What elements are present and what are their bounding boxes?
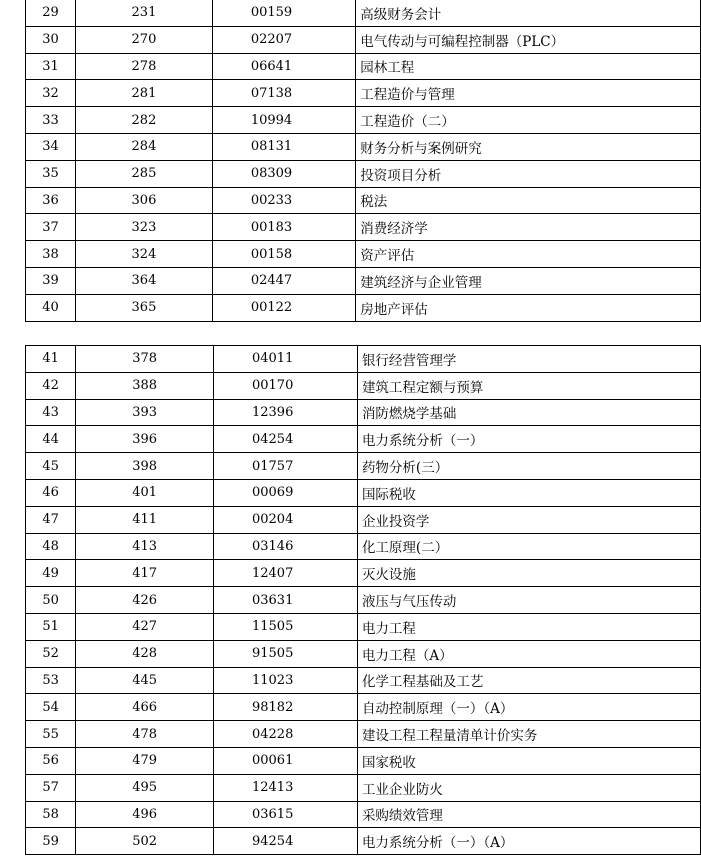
row-number-cell: 46 xyxy=(26,479,76,506)
course-code-cell: 03615 xyxy=(213,801,357,828)
table-row xyxy=(26,560,701,587)
table-row xyxy=(26,372,701,399)
course-name-cell: 化工原理(二） xyxy=(357,533,700,560)
course-name-cell: 化学工程基础及工艺 xyxy=(357,667,700,694)
table-row xyxy=(26,241,701,268)
course-code-cell: 06641 xyxy=(212,53,355,80)
course-name-cell: 消费经济学 xyxy=(356,214,701,241)
row-number-cell: 48 xyxy=(26,533,76,560)
course-code-cell: 94254 xyxy=(213,828,357,855)
course-name-cell: 自动控制原理（一）（A） xyxy=(357,694,700,721)
course-code-cell: 00183 xyxy=(212,214,355,241)
major-code-cell: 365 xyxy=(76,294,213,321)
course-code-cell: 12407 xyxy=(213,560,357,587)
course-name-cell: 房地产评估 xyxy=(356,294,701,321)
major-code-cell: 413 xyxy=(76,533,214,560)
course-code-cell: 12396 xyxy=(213,399,357,426)
course-name-cell: 电力系统分析（一）（A） xyxy=(357,828,700,855)
course-name-cell: 灭火设施 xyxy=(357,560,700,587)
major-code-cell: 396 xyxy=(76,426,214,453)
table-row xyxy=(26,774,701,801)
course-code-cell: 00204 xyxy=(213,506,357,533)
table-row xyxy=(26,346,701,373)
table-row xyxy=(26,160,701,187)
course-name-cell: 建筑经济与企业管理 xyxy=(356,267,701,294)
row-number-cell: 42 xyxy=(26,372,76,399)
row-number-cell: 32 xyxy=(26,80,76,107)
table-row xyxy=(26,453,701,480)
row-number-cell: 36 xyxy=(26,187,76,214)
course-name-cell: 建设工程工程量清单计价实务 xyxy=(357,721,700,748)
course-name-cell: 工业企业防火 xyxy=(357,774,700,801)
course-name-cell: 工程造价与管理 xyxy=(356,80,701,107)
major-code-cell: 398 xyxy=(76,453,214,480)
row-number-cell: 37 xyxy=(26,214,76,241)
course-code-cell: 12413 xyxy=(213,774,357,801)
course-code-cell: 04011 xyxy=(213,346,357,373)
row-number-cell: 58 xyxy=(26,801,76,828)
table-row xyxy=(26,667,701,694)
row-number-cell: 50 xyxy=(26,587,76,614)
course-name-cell: 采购绩效管理 xyxy=(357,801,700,828)
table-row xyxy=(26,828,701,855)
course-code-cell: 02447 xyxy=(212,267,355,294)
course-name-cell: 高级财务会计 xyxy=(356,0,701,26)
table-row xyxy=(26,214,701,241)
course-name-cell: 消防燃烧学基础 xyxy=(357,399,700,426)
major-code-cell: 479 xyxy=(76,747,214,774)
row-number-cell: 33 xyxy=(26,107,76,134)
major-code-cell: 364 xyxy=(76,267,213,294)
major-code-cell: 281 xyxy=(76,80,213,107)
row-number-cell: 51 xyxy=(26,613,76,640)
major-code-cell: 478 xyxy=(76,721,214,748)
row-number-cell: 44 xyxy=(26,426,76,453)
table-row xyxy=(26,587,701,614)
course-code-cell: 00158 xyxy=(212,241,355,268)
course-code-cell: 00170 xyxy=(213,372,357,399)
row-number-cell: 55 xyxy=(26,721,76,748)
course-name-cell: 液压与气压传动 xyxy=(357,587,700,614)
course-code-cell: 00122 xyxy=(212,294,355,321)
major-code-cell: 502 xyxy=(76,828,214,855)
table-row xyxy=(26,0,701,26)
row-number-cell: 45 xyxy=(26,453,76,480)
course-code-cell: 11023 xyxy=(213,667,357,694)
row-number-cell: 54 xyxy=(26,694,76,721)
course-name-cell: 税法 xyxy=(356,187,701,214)
table-row xyxy=(26,26,701,53)
table-row xyxy=(26,479,701,506)
major-code-cell: 306 xyxy=(76,187,213,214)
course-table-top xyxy=(25,0,701,322)
course-name-cell: 投资项目分析 xyxy=(356,160,701,187)
major-code-cell: 323 xyxy=(76,214,213,241)
course-code-cell: 02207 xyxy=(212,26,355,53)
course-code-cell: 00069 xyxy=(213,479,357,506)
major-code-cell: 278 xyxy=(76,53,213,80)
major-code-cell: 282 xyxy=(76,107,213,134)
course-name-cell: 电力系统分析（一） xyxy=(357,426,700,453)
course-name-cell: 国际税收 xyxy=(357,479,700,506)
row-number-cell: 53 xyxy=(26,667,76,694)
course-code-cell: 03631 xyxy=(213,587,357,614)
row-number-cell: 38 xyxy=(26,241,76,268)
major-code-cell: 445 xyxy=(76,667,214,694)
course-name-cell: 财务分析与案例研究 xyxy=(356,133,701,160)
course-code-cell: 00233 xyxy=(212,187,355,214)
course-table-bottom xyxy=(25,345,701,855)
major-code-cell: 496 xyxy=(76,801,214,828)
table-row xyxy=(26,747,701,774)
major-code-cell: 324 xyxy=(76,241,213,268)
major-code-cell: 401 xyxy=(76,479,214,506)
course-name-cell: 电力工程（A） xyxy=(357,640,700,667)
major-code-cell: 427 xyxy=(76,613,214,640)
row-number-cell: 49 xyxy=(26,560,76,587)
table-row xyxy=(26,613,701,640)
table-row xyxy=(26,294,701,321)
course-name-cell: 药物分析(三） xyxy=(357,453,700,480)
table-row xyxy=(26,694,701,721)
row-number-cell: 34 xyxy=(26,133,76,160)
course-name-cell: 园林工程 xyxy=(356,53,701,80)
table-row xyxy=(26,80,701,107)
course-code-cell: 11505 xyxy=(213,613,357,640)
course-code-cell: 03146 xyxy=(213,533,357,560)
course-table-body xyxy=(26,346,701,855)
course-name-cell: 资产评估 xyxy=(356,241,701,268)
course-name-cell: 建筑工程定额与预算 xyxy=(357,372,700,399)
table-row xyxy=(26,533,701,560)
course-code-cell: 91505 xyxy=(213,640,357,667)
table-row xyxy=(26,53,701,80)
major-code-cell: 466 xyxy=(76,694,214,721)
course-code-cell: 01757 xyxy=(213,453,357,480)
row-number-cell: 31 xyxy=(26,53,76,80)
table-row xyxy=(26,506,701,533)
major-code-cell: 417 xyxy=(76,560,214,587)
table-row xyxy=(26,426,701,453)
table-row xyxy=(26,399,701,426)
course-code-cell: 00159 xyxy=(212,0,355,26)
course-name-cell: 企业投资学 xyxy=(357,506,700,533)
row-number-cell: 41 xyxy=(26,346,76,373)
major-code-cell: 231 xyxy=(76,0,213,26)
row-number-cell: 43 xyxy=(26,399,76,426)
major-code-cell: 284 xyxy=(76,133,213,160)
table-row xyxy=(26,721,701,748)
course-name-cell: 工程造价（二） xyxy=(356,107,701,134)
row-number-cell: 52 xyxy=(26,640,76,667)
major-code-cell: 393 xyxy=(76,399,214,426)
table-row xyxy=(26,267,701,294)
major-code-cell: 426 xyxy=(76,587,214,614)
table-row xyxy=(26,801,701,828)
table-row xyxy=(26,187,701,214)
row-number-cell: 56 xyxy=(26,747,76,774)
row-number-cell: 35 xyxy=(26,160,76,187)
course-code-cell: 00061 xyxy=(213,747,357,774)
course-code-cell: 08131 xyxy=(212,133,355,160)
course-name-cell: 银行经营管理学 xyxy=(357,346,700,373)
row-number-cell: 40 xyxy=(26,294,76,321)
row-number-cell: 30 xyxy=(26,26,76,53)
course-table-body xyxy=(26,0,701,321)
table-row xyxy=(26,133,701,160)
major-code-cell: 388 xyxy=(76,372,214,399)
major-code-cell: 411 xyxy=(76,506,214,533)
course-code-cell: 04228 xyxy=(213,721,357,748)
row-number-cell: 39 xyxy=(26,267,76,294)
course-code-cell: 04254 xyxy=(213,426,357,453)
table-row xyxy=(26,640,701,667)
course-name-cell: 电气传动与可编程控制器（PLC） xyxy=(356,26,701,53)
course-name-cell: 电力工程 xyxy=(357,613,700,640)
row-number-cell: 29 xyxy=(26,0,76,26)
course-code-cell: 08309 xyxy=(212,160,355,187)
course-code-cell: 98182 xyxy=(213,694,357,721)
row-number-cell: 57 xyxy=(26,774,76,801)
major-code-cell: 428 xyxy=(76,640,214,667)
major-code-cell: 270 xyxy=(76,26,213,53)
major-code-cell: 378 xyxy=(76,346,214,373)
course-code-cell: 10994 xyxy=(212,107,355,134)
course-name-cell: 国家税收 xyxy=(357,747,700,774)
row-number-cell: 47 xyxy=(26,506,76,533)
major-code-cell: 495 xyxy=(76,774,214,801)
row-number-cell: 59 xyxy=(26,828,76,855)
major-code-cell: 285 xyxy=(76,160,213,187)
table-row xyxy=(26,107,701,134)
course-code-cell: 07138 xyxy=(212,80,355,107)
